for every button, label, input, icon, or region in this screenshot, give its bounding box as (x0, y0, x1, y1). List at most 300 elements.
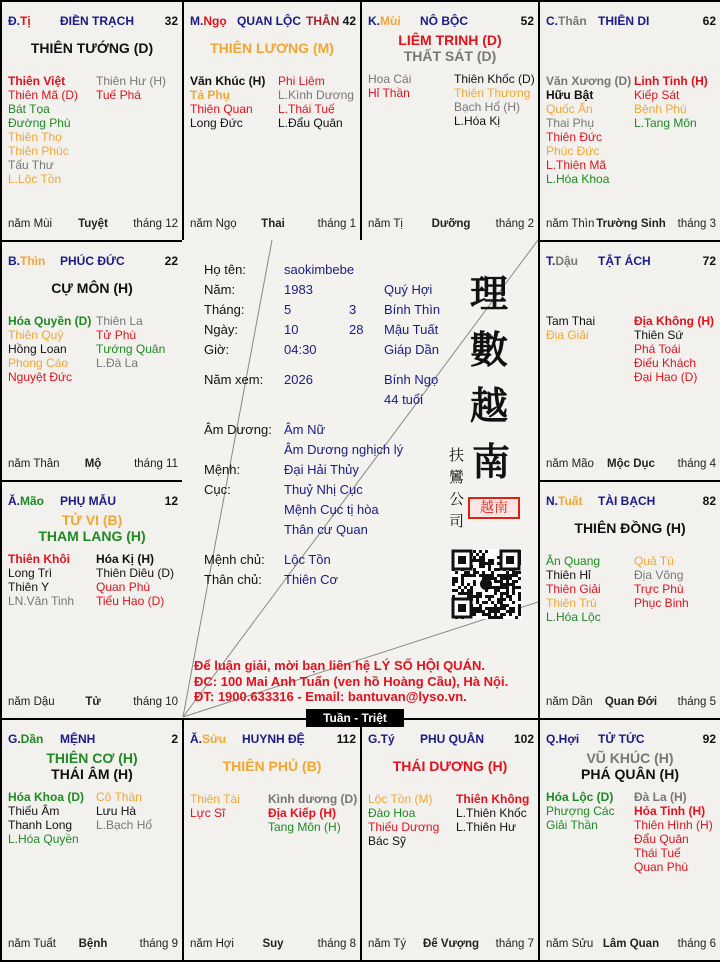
palace-cell-mui[interactable] (360, 0, 540, 242)
tuan-triet-label: Tuần - Triệt (306, 709, 404, 727)
minor-star: Phá Toái (634, 342, 681, 356)
minor-stars-left (546, 314, 595, 342)
main-star: THIÊN PHỦ (B) (222, 758, 322, 774)
minor-stars-left (368, 72, 411, 100)
cell-footer (368, 938, 534, 952)
info-value: Âm Nữ (284, 422, 326, 437)
minor-star: Tướng Quân (96, 342, 166, 356)
luu-month: tháng 3 (677, 218, 716, 230)
main-star: THAM LANG (H) (38, 528, 146, 544)
palace-cell-tuat[interactable] (538, 480, 720, 720)
minor-star: Tấu Thư (8, 158, 54, 172)
info-label: Thân chủ: (204, 572, 262, 587)
contact-line: ĐT: 1900.633316 - Email: bantuvan@lyso.vn. (194, 689, 467, 704)
minor-star: L.Tang Môn (634, 116, 697, 130)
minor-star: Địa Võng (634, 568, 684, 582)
info-value: Mệnh Cục tị hòa (284, 502, 379, 517)
minor-star: Thiên Thương (454, 86, 531, 100)
palace-name (420, 14, 468, 28)
minor-stars-left (546, 554, 601, 624)
minor-star: Thiên Trù (546, 596, 597, 610)
minor-star: Điếu Khách (634, 356, 697, 370)
luu-nien-year: năm Sửu (546, 938, 594, 950)
minor-stars-right (96, 314, 165, 370)
minor-star: Thiên Không (456, 792, 530, 806)
small-char: 司 (449, 512, 465, 530)
cell-header (368, 14, 534, 30)
luu-month: tháng 11 (134, 458, 178, 470)
minor-star: Phi Liêm (278, 74, 325, 88)
palace-cell-hoi[interactable] (538, 718, 720, 962)
minor-star: Tuế Phá (96, 88, 141, 102)
age-range: 112 (336, 732, 356, 746)
luu-month: tháng 4 (677, 458, 716, 470)
info-value: Thiên Cơ (284, 572, 339, 587)
minor-stars-left (8, 790, 84, 846)
palace-name (598, 494, 655, 508)
main-stars (540, 750, 720, 782)
luu-nien-year: năm Mão (546, 458, 594, 470)
palace-title: PHỤ MẪU (60, 494, 116, 508)
cell-header (546, 14, 716, 30)
minor-stars-right (634, 314, 714, 384)
cell-footer (8, 938, 178, 952)
cell-footer (368, 218, 534, 232)
minor-star: Địa Kiếp (H) (268, 806, 337, 820)
minor-stars-right (454, 72, 535, 128)
palace-cell-ngo[interactable] (182, 0, 362, 242)
age-range: 52 (520, 14, 534, 28)
branch-label (546, 732, 579, 746)
minor-star: Hữu Bật (546, 88, 594, 102)
palace-cell-mao[interactable] (0, 480, 184, 720)
info-value: Đại Hải Thủy (284, 462, 359, 477)
minor-star: Thiên Phúc (8, 144, 69, 158)
minor-star: L.Hóa Lộc (546, 610, 601, 624)
info-value: 1983 (284, 282, 313, 297)
small-char: 公 (449, 490, 465, 508)
main-stars (362, 32, 538, 64)
info-lunar: 28 (349, 322, 364, 337)
cell-header (8, 732, 178, 748)
luu-month: tháng 10 (133, 696, 178, 708)
calligraphy-char: 南 (472, 439, 511, 484)
minor-star: Cô Thần (96, 790, 142, 804)
qr-code (451, 549, 521, 619)
minor-star: Hồng Loan (8, 342, 67, 356)
main-stars (2, 40, 182, 56)
age-range: 22 (164, 254, 178, 268)
minor-star: Tả Phụ (190, 88, 231, 102)
minor-stars-left (546, 790, 615, 832)
main-stars (362, 758, 538, 774)
palace-title: NÔ BỘC (420, 14, 468, 28)
minor-star: Thiếu Âm (8, 804, 60, 818)
minor-star: Thiên Khôi (8, 552, 70, 566)
branch-label (546, 14, 587, 28)
minor-stars-left (368, 792, 439, 848)
branch-prefix: K. (368, 14, 380, 28)
minor-star: Thiên Khốc (D) (454, 72, 535, 86)
minor-star: L.Kình Dương (278, 88, 354, 102)
palace-name (60, 254, 125, 268)
info-value: Thân cư Quan (284, 522, 368, 537)
minor-star: Thiên Y (8, 580, 50, 594)
minor-star: Phượng Các (546, 804, 615, 818)
minor-star: L.Hóa Khoa (546, 172, 610, 186)
info-label: Mệnh chủ: (204, 552, 265, 567)
branch-label (368, 14, 401, 28)
truong-sinh-stage: Lâm Quan (602, 938, 660, 950)
branch-prefix: N. (546, 494, 558, 508)
cell-header (8, 14, 178, 30)
truong-sinh-stage: Thai (261, 218, 285, 230)
minor-star: Thiên Đức (546, 130, 603, 144)
luu-nien-year: năm Thìn (546, 218, 595, 230)
cell-footer (546, 218, 716, 232)
luu-nien-year: năm Thân (8, 458, 60, 470)
luu-month: tháng 8 (317, 938, 356, 950)
than-marker: THÂN (306, 14, 340, 28)
palace-title: THIÊN DI (598, 14, 650, 28)
branch-name: Ngọ (203, 14, 227, 28)
minor-star: Phục Binh (634, 596, 689, 610)
main-star: THIÊN LƯƠNG (M) (210, 40, 334, 56)
minor-star: Trực Phù (634, 582, 684, 596)
palace-title: PHU QUÂN (420, 732, 485, 746)
palace-cell-dau[interactable] (538, 240, 720, 482)
contact-line: ĐC: 100 Mai Anh Tuấn (ven hồ Hoàng Cầu), Hà Nội. (194, 673, 509, 689)
palace-name (60, 494, 116, 508)
branch-name: Dậu (555, 254, 579, 268)
minor-stars-right (96, 74, 166, 102)
minor-star: Quả Tú (634, 554, 674, 568)
minor-star: Tang Môn (H) (268, 820, 341, 834)
luu-nien-year: năm Tý (368, 938, 407, 950)
luu-month: tháng 5 (677, 696, 716, 708)
cell-footer (190, 218, 356, 232)
palace-cell-suu[interactable] (182, 718, 362, 962)
info-value: 2026 (284, 372, 313, 387)
minor-star: Hóa Khoa (D) (8, 790, 84, 804)
minor-star: L.Đà La (96, 356, 139, 370)
main-stars (2, 750, 182, 782)
luu-nien-year: năm Dần (546, 696, 593, 708)
branch-label (8, 254, 45, 268)
luu-nien-year: năm Tị (368, 218, 403, 230)
cell-footer (8, 458, 178, 472)
minor-star: Đại Hao (D) (634, 370, 698, 384)
branch-name: Tuất (558, 494, 583, 508)
info-canchi: 44 tuổi (384, 392, 424, 407)
luu-month: tháng 9 (139, 938, 178, 950)
branch-prefix: Đ. (8, 14, 20, 28)
minor-star: Thiên Mã (D) (8, 88, 79, 102)
branch-label (8, 732, 43, 746)
palace-name (420, 732, 484, 746)
palace-title: QUAN LỘC (237, 14, 301, 28)
red-seal: 越南 (468, 497, 520, 519)
info-value: 10 (284, 322, 299, 337)
minor-stars-left (8, 74, 78, 186)
info-label: Mệnh: (204, 462, 241, 477)
branch-name: Mùi (380, 14, 401, 28)
branch-name: Hợi (558, 732, 580, 746)
age-range: 72 (702, 254, 716, 268)
minor-star: L.Thái Tuế (278, 102, 335, 116)
cell-header (8, 254, 178, 270)
minor-star: Hóa Lộc (D) (546, 790, 614, 804)
main-stars (2, 280, 182, 296)
truong-sinh-stage: Trường Sinh (596, 218, 666, 230)
info-label: Âm Dương: (204, 422, 272, 437)
calligraphy-char: 越 (470, 383, 509, 428)
info-canchi: Quý Hợi (384, 282, 433, 297)
luu-month: tháng 12 (133, 218, 178, 230)
age-range: 12 (164, 494, 178, 508)
minor-star: Đẩu Quân (634, 832, 689, 846)
cell-footer (190, 938, 356, 952)
luu-month: tháng 1 (317, 218, 356, 230)
minor-star: Lộc Tồn (M) (368, 792, 433, 806)
minor-star: Long Đức (190, 116, 243, 130)
minor-stars-left (190, 74, 265, 130)
minor-star: Tử Phù (96, 328, 137, 342)
minor-star: Đào Hoa (368, 806, 416, 820)
palace-name (242, 732, 305, 746)
minor-stars-left (8, 314, 91, 384)
minor-star: Tiểu Hao (D) (96, 594, 165, 608)
minor-star: Quốc Ấn (546, 102, 593, 116)
main-stars (184, 758, 360, 774)
minor-star: Thiên Giải (546, 582, 601, 596)
minor-star: Phúc Đức (546, 144, 600, 158)
branch-prefix: G. (368, 732, 381, 746)
cell-footer (8, 218, 178, 232)
luu-nien-year: năm Dậu (8, 696, 55, 708)
minor-star: Thiên Quan (190, 102, 253, 116)
minor-stars-right (96, 790, 152, 832)
branch-name: Dần (20, 732, 44, 746)
truong-sinh-stage: Dưỡng (431, 218, 471, 230)
minor-star: Bác Sỹ (368, 834, 407, 848)
minor-star: L.Thiên Mã (546, 158, 607, 172)
branch-prefix: B. (8, 254, 20, 268)
palace-cell-ty[interactable] (360, 718, 540, 962)
minor-star: Thiếu Dương (368, 820, 440, 834)
palace-cell-than[interactable] (538, 0, 720, 242)
branch-label (546, 254, 578, 268)
minor-star: Tam Thai (546, 314, 596, 328)
info-value: 5 (284, 302, 292, 317)
palace-name (598, 254, 651, 268)
minor-star: Thiên Diêu (D) (96, 566, 175, 580)
palace-name (237, 14, 339, 28)
palace-name (60, 14, 134, 28)
cell-header (190, 14, 356, 30)
info-value: saokimbebe (284, 262, 355, 277)
branch-prefix: Ă. (190, 732, 202, 746)
palace-title: HUYNH ĐỆ (242, 732, 305, 746)
branch-prefix: G. (8, 732, 21, 746)
minor-star: Bát Tọa (8, 102, 50, 116)
minor-star: Thiên Thọ (8, 130, 62, 144)
info-lunar: 3 (349, 302, 357, 317)
minor-star: Bệnh Phù (634, 102, 687, 116)
main-stars (184, 40, 360, 56)
luu-month: tháng 6 (677, 938, 716, 950)
minor-stars-right (96, 552, 174, 608)
age-range: 102 (513, 732, 534, 746)
minor-star: Hỏa Tinh (H) (634, 804, 706, 818)
luu-nien-year: năm Tuất (8, 938, 56, 950)
minor-star: Linh Tinh (H) (634, 74, 708, 88)
branch-prefix: Ă. (8, 494, 20, 508)
info-value: Lộc Tồn (284, 552, 331, 567)
truong-sinh-stage: Mộ (84, 458, 102, 470)
branch-label (190, 14, 227, 28)
info-label: Họ tên: (204, 262, 246, 277)
main-star: THIÊN ĐỒNG (H) (574, 520, 686, 536)
minor-star: Thiên Sứ (634, 328, 684, 342)
palace-cell-dan[interactable] (0, 718, 184, 962)
truong-sinh-stage: Mộc Dục (607, 458, 655, 470)
minor-stars-right (634, 74, 708, 130)
luu-month: tháng 2 (495, 218, 534, 230)
cell-footer (8, 696, 178, 710)
calligraphy-char: 數 (470, 327, 509, 372)
minor-star: Bạch Hổ (H) (454, 100, 521, 114)
luu-nien-year: năm Mùi (8, 218, 53, 230)
minor-stars-right (278, 74, 354, 130)
palace-title: TẬT ÁCH (598, 254, 651, 268)
minor-star: Nguyệt Đức (8, 370, 73, 384)
palace-name (598, 732, 645, 746)
branch-name: Sửu (202, 732, 227, 746)
minor-star: L.Bạch Hổ (96, 818, 153, 832)
branch-prefix: M. (190, 14, 204, 28)
minor-star: L.Hóa Kị (454, 114, 501, 128)
branch-label (8, 14, 31, 28)
branch-name: Thân (558, 14, 587, 28)
age-range: 82 (702, 494, 716, 508)
minor-stars-right (634, 790, 713, 874)
branch-label (546, 494, 582, 508)
minor-star: L.Thiên Hư (456, 820, 517, 834)
palace-name (598, 14, 649, 28)
minor-star: Giải Thần (546, 818, 598, 832)
palace-cell-ti[interactable] (0, 0, 184, 242)
minor-star: Địa Không (H) (634, 314, 714, 328)
minor-star: Phong Cáo (8, 356, 69, 370)
main-star: LIÊM TRINH (D) (398, 32, 502, 48)
info-canchi: Bính Thìn (384, 302, 441, 317)
main-star: THÁI DƯƠNG (H) (392, 758, 508, 774)
info-canchi: Giáp Dần (384, 342, 439, 357)
palace-cell-thin[interactable] (0, 240, 184, 482)
branch-prefix: C. (546, 14, 558, 28)
minor-star: Lực Sĩ (190, 806, 226, 820)
main-star: THẤT SÁT (D) (403, 48, 497, 64)
info-canchi: Bính Ngọ (384, 372, 439, 387)
contact-line: Để luận giải, mời bạn liên hệ LÝ SỐ HỘI QUÁN. (194, 658, 485, 673)
minor-stars-left (546, 74, 631, 186)
minor-stars-left (8, 552, 74, 608)
palace-title: TÀI BẠCH (598, 494, 656, 508)
info-label: Năm: (204, 282, 236, 297)
minor-stars-right (634, 554, 689, 610)
minor-star: Địa Giải (546, 328, 589, 342)
truong-sinh-stage: Suy (262, 938, 284, 950)
info-row (204, 522, 524, 540)
age-range: 62 (702, 14, 716, 28)
main-star: THÁI ÂM (H) (51, 766, 133, 782)
small-char: 扶 (449, 446, 465, 464)
small-char: 鸞 (449, 468, 465, 486)
minor-stars-right (456, 792, 529, 834)
cell-header (368, 732, 534, 748)
cell-footer (546, 696, 716, 710)
age-range: 32 (164, 14, 178, 28)
minor-star: Hóa Quyền (D) (8, 314, 92, 328)
minor-star: Thiên Hư (H) (96, 74, 167, 88)
age-range: 2 (171, 732, 178, 746)
calligraphy-char: 理 (470, 271, 509, 316)
main-star: CỰ MÔN (H) (51, 280, 133, 296)
main-star: THIÊN CƠ (H) (46, 750, 138, 766)
palace-title: PHÚC ĐỨC (60, 254, 125, 268)
minor-star: Thiên Tài (190, 792, 240, 806)
info-label: Giờ: (204, 342, 230, 357)
cell-header (8, 494, 178, 510)
minor-star: Hỉ Thần (368, 86, 410, 100)
main-star: PHÁ QUÂN (H) (581, 766, 679, 782)
minor-star: L.Đẩu Quân (278, 116, 343, 130)
minor-star: Thiên Việt (8, 74, 66, 88)
main-stars (2, 512, 182, 544)
info-label: Tháng: (204, 302, 245, 317)
minor-star: Hoa Cái (368, 72, 412, 86)
minor-star: Văn Khúc (H) (190, 74, 266, 88)
info-value: Thuỷ Nhị Cục (284, 482, 363, 497)
branch-label (190, 732, 226, 746)
minor-star: Thiên La (96, 314, 143, 328)
info-canchi: Mậu Tuất (384, 322, 439, 337)
branch-label (368, 732, 395, 746)
info-value: 04:30 (284, 342, 317, 357)
contact-info (194, 658, 508, 705)
minor-star: Quan Phù (96, 580, 151, 594)
minor-star: LN.Văn Tinh (8, 594, 75, 608)
info-value: Âm Dương nghịch lý (284, 442, 404, 457)
info-label: Ngày: (204, 322, 238, 337)
palace-title: TỬ TỨC (598, 732, 645, 746)
minor-star: L.Hóa Quyền (8, 832, 79, 846)
truong-sinh-stage: Bệnh (78, 938, 108, 950)
info-label: Năm xem: (204, 372, 264, 387)
branch-name: Tị (20, 14, 31, 28)
cell-header (190, 732, 356, 748)
cell-header (546, 732, 716, 748)
branch-name: Tý (380, 732, 395, 746)
branch-prefix: Q. (546, 732, 559, 746)
minor-star: Đà La (H) (634, 790, 687, 804)
minor-star: Long Trì (8, 566, 53, 580)
branch-name: Thìn (20, 254, 46, 268)
main-star: VŨ KHÚC (H) (586, 750, 674, 766)
luu-month: tháng 7 (495, 938, 534, 950)
minor-star: Thiên Quý (8, 328, 64, 342)
